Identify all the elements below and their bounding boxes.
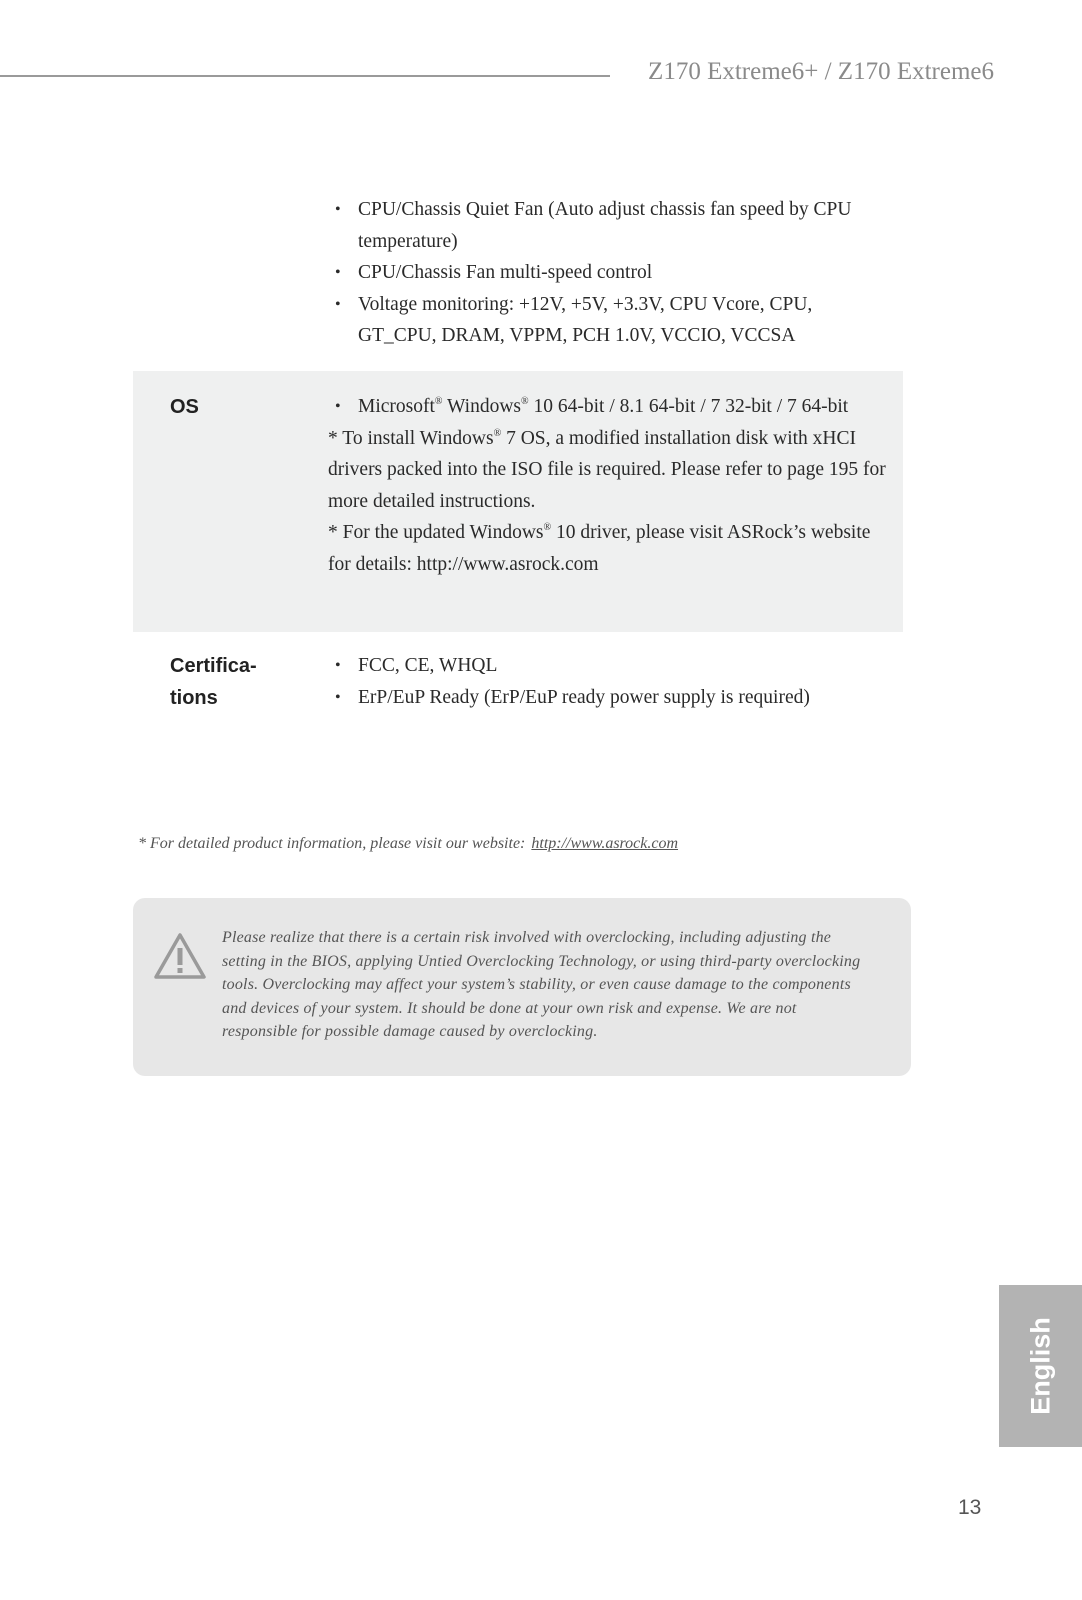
- bullet-icon: •: [335, 688, 341, 706]
- registered-mark: ®: [434, 396, 443, 407]
- product-info-footnote: [138, 835, 678, 853]
- registered-mark: ®: [521, 396, 529, 407]
- website-link[interactable]: http://www.asrock.com: [531, 835, 679, 852]
- list-item: [328, 289, 888, 352]
- os-note-driver-a: * For the updated Windows: [328, 522, 544, 543]
- registered-mark: ®: [543, 522, 552, 533]
- list-item-text: FCC, CE, WHQL: [358, 655, 498, 676]
- list-item-text: CPU/Chassis Fan multi-speed control: [358, 262, 653, 283]
- spec-body-os: [328, 391, 888, 580]
- os-note-install: [328, 423, 888, 518]
- list-item: [328, 650, 888, 682]
- os-note-install-a: * To install Windows: [328, 427, 494, 449]
- spec-label-os: OS: [170, 396, 199, 418]
- bullet-icon: •: [335, 657, 341, 674]
- list-item-text: CPU/Chassis Quiet Fan (Auto adjust chassis fan speed by CPU temperature): [358, 199, 852, 252]
- page-number: 13: [958, 1496, 982, 1519]
- list-item: [328, 194, 888, 257]
- spec-body-certifications: [328, 650, 888, 713]
- warning-triangle-icon: [153, 932, 207, 980]
- spec-label-certifications: [170, 650, 257, 714]
- header-rule: [0, 75, 610, 77]
- os-note-driver-b: 10 driver, please visit ASRock’s website for details: http://www.asrock.com: [328, 522, 871, 575]
- list-item: [328, 257, 888, 289]
- spec-row-hardware-monitor: [133, 190, 903, 360]
- bullet-icon: •: [335, 264, 341, 281]
- os-note-driver: [328, 517, 888, 580]
- spec-label-line: tions: [170, 687, 218, 709]
- overclocking-warning-box: [133, 898, 911, 1076]
- bullet-icon: •: [335, 398, 341, 415]
- list-item-text: ErP/EuP Ready (ErP/EuP ready power supply is required): [358, 686, 810, 708]
- os-item-mid: Windows: [442, 396, 522, 417]
- spec-row-os: [133, 371, 903, 632]
- registered-mark: ®: [493, 427, 502, 439]
- list-item: [328, 391, 888, 423]
- list-item: [328, 682, 888, 714]
- bullet-icon: •: [335, 295, 341, 313]
- language-tab: [999, 1285, 1082, 1447]
- os-item-suffix: 10 64-bit / 8.1 64-bit / 7 32-bit / 7 64-bit: [528, 396, 849, 417]
- spec-label-line: Certifica-: [170, 655, 257, 677]
- os-item-prefix: Microsoft: [358, 396, 435, 417]
- spec-row-certifications: [133, 648, 903, 728]
- list-item-text: Voltage monitoring: +12V, +5V, +3.3V, CPU Vcore, CPU, GT_CPU, DRAM, VPPM, PCH 1.0V, VCCIO, VCCSA: [358, 293, 813, 346]
- language-tab-label: English: [1025, 1317, 1055, 1415]
- footnote-text: * For detailed product information, please visit our website:: [138, 835, 526, 852]
- header-title: Z170 Extreme6+ / Z170 Extreme6: [648, 58, 994, 85]
- bullet-icon: •: [335, 201, 341, 218]
- spec-body-hardware-monitor: [328, 194, 888, 352]
- warning-text: Please realize that there is a certain risk involved with overclocking, including adjusting the setting in the BIOS, applying Untied Overclocking Technology, or using third-party overclocking tools. Overclocking may affect your system’s stability, or even cause damage to the components and devices of your system. It should be done at your own risk and expense. We are not responsible for possible damage caused by overclocking.: [222, 929, 861, 1040]
- os-note-install-b: 7 OS, a modified installation disk with xHCI drivers packed into the ISO file is required. Please refer to page 195 for more detailed instructions.: [328, 427, 886, 512]
